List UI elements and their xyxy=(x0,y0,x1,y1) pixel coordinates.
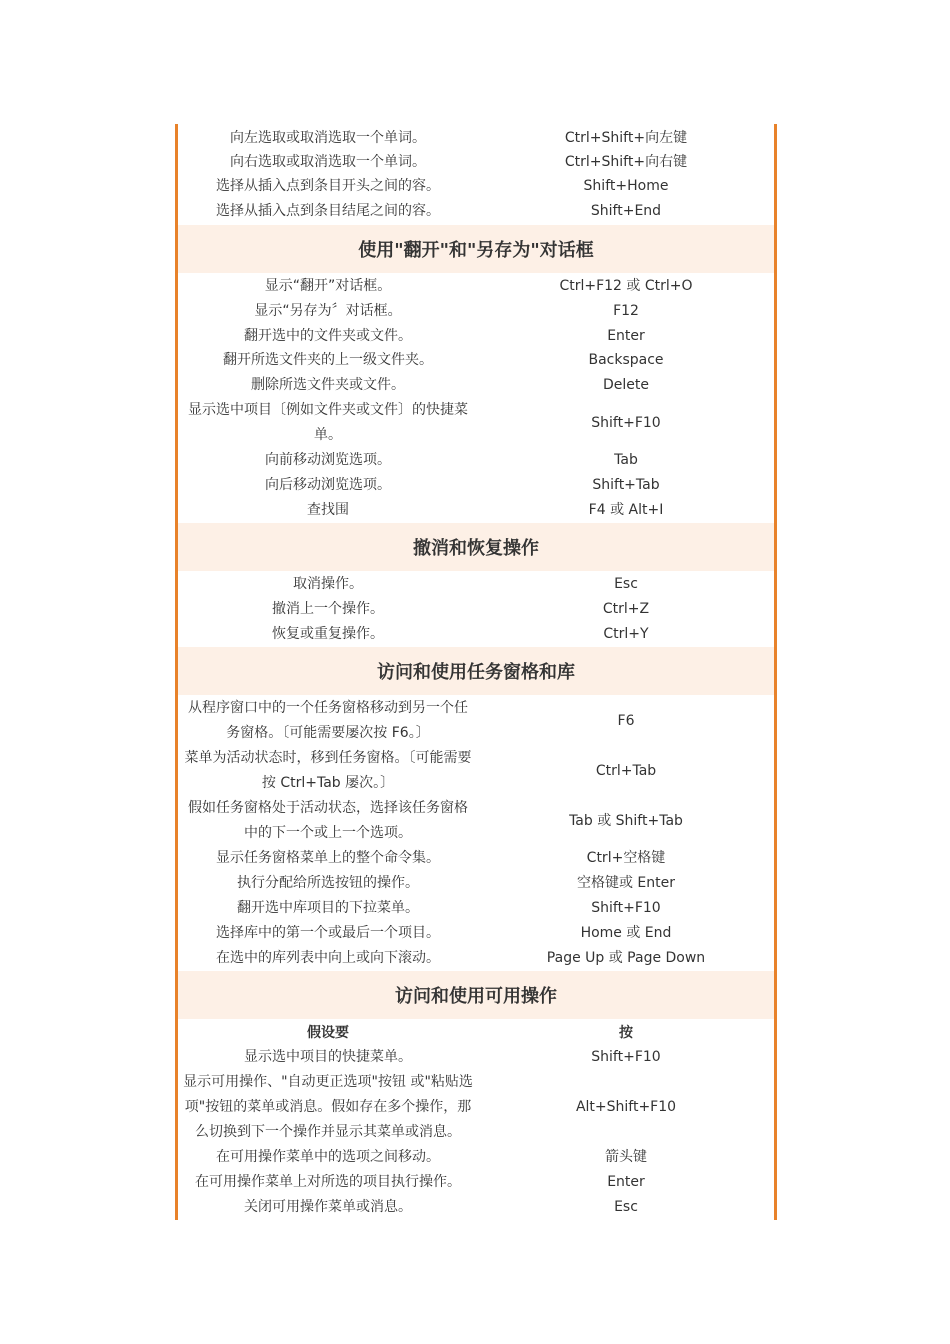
keys-cell: Shift+F10 xyxy=(591,1049,661,1065)
action-cell: 查找围 xyxy=(307,502,349,518)
section-header: 访问和使用可用操作 xyxy=(178,971,774,1019)
action-cell: 向后移动浏览选项。 xyxy=(265,477,391,493)
table-row xyxy=(178,473,774,498)
table-row xyxy=(178,150,774,175)
table-row xyxy=(178,796,774,846)
table-row xyxy=(178,299,774,324)
action-cell: 显示“另存为〞对话框。 xyxy=(254,303,402,319)
keys-cell: Ctrl+空格键 xyxy=(586,850,666,866)
table-row xyxy=(178,1045,774,1070)
action-cell: 删除所选文件夹或文件。 xyxy=(251,377,405,393)
table-row xyxy=(178,199,774,224)
keys-cell: F6 xyxy=(617,712,635,729)
keys-cell: Tab xyxy=(614,452,638,468)
table-row xyxy=(178,622,774,647)
keys-cell: Ctrl+Y xyxy=(603,626,649,642)
action-cell: 从程序窗口中的一个任务窗格移动到另一个任务窗格。〔可能需要屡次按 F6。〕 xyxy=(188,700,468,741)
column-header-action: 假设要 xyxy=(307,1025,349,1041)
table-row xyxy=(178,921,774,946)
keys-cell: Delete xyxy=(603,377,649,393)
action-cell: 显示“翻开”对话框。 xyxy=(264,278,392,294)
keys-cell: Ctrl+Tab xyxy=(595,762,657,779)
table-row xyxy=(178,126,774,151)
table-row xyxy=(178,348,774,373)
action-cell: 向右选取或取消选取一个单词。 xyxy=(230,154,426,170)
table-row xyxy=(178,572,774,597)
keys-cell: Ctrl+Shift+向左键 xyxy=(564,130,688,146)
table-row xyxy=(178,1070,774,1145)
action-cell: 显示任务窗格菜单上的整个命令集。 xyxy=(216,850,440,866)
action-cell: 关闭可用操作菜单或消息。 xyxy=(244,1199,412,1215)
action-cell: 翻开选中库项目的下拉菜单。 xyxy=(237,900,419,916)
action-cell: 选择从插入点到条目结尾之间的容。 xyxy=(216,203,440,219)
column-header-keys: 按 xyxy=(619,1025,633,1041)
keys-cell: Tab 或 Shift+Tab xyxy=(569,812,683,829)
action-cell: 在选中的库列表中向上或向下滚动。 xyxy=(216,950,440,966)
table-row xyxy=(178,324,774,349)
table-row xyxy=(178,398,774,448)
keys-cell: Esc xyxy=(614,576,638,592)
action-cell: 显示选中项目的快捷菜单。 xyxy=(244,1049,412,1065)
shortcut-table xyxy=(175,124,777,1220)
keys-cell: Shift+Tab xyxy=(592,477,660,493)
action-cell: 取消操作。 xyxy=(293,576,363,592)
table-row xyxy=(178,1145,774,1170)
table-row xyxy=(178,448,774,473)
keys-cell: Ctrl+Shift+向右键 xyxy=(564,154,688,170)
action-cell: 在可用操作菜单中的选项之间移动。 xyxy=(216,1149,440,1165)
keys-cell: 箭头键 xyxy=(605,1149,647,1165)
keys-cell: Enter xyxy=(607,1174,645,1190)
keys-cell: Enter xyxy=(607,328,645,344)
table-row xyxy=(178,871,774,896)
action-cell: 假如任务窗格处于活动状态，选择该任务窗格中的下一个或上一个选项。 xyxy=(188,800,468,841)
keys-cell: Ctrl+Z xyxy=(602,601,650,617)
table-row xyxy=(178,1170,774,1195)
table-row xyxy=(178,274,774,299)
keys-cell: Backspace xyxy=(588,352,664,368)
keys-cell: Shift+F10 xyxy=(591,414,661,431)
action-cell: 翻开所选文件夹的上一级文件夹。 xyxy=(223,352,433,368)
table-row xyxy=(178,1195,774,1220)
keys-cell: Shift+End xyxy=(590,203,662,219)
action-cell: 撤消上一个操作。 xyxy=(272,601,384,617)
table-row xyxy=(178,746,774,796)
action-cell: 选择库中的第一个或最后一个项目。 xyxy=(216,925,440,941)
action-cell: 菜单为活动状态时，移到任务窗格。〔可能需要按 Ctrl+Tab 屡次。〕 xyxy=(184,750,472,791)
keys-cell: Ctrl+F12 或 Ctrl+O xyxy=(559,278,693,294)
keys-cell: Shift+F10 xyxy=(591,900,661,916)
action-cell: 翻开选中的文件夹或文件。 xyxy=(244,328,412,344)
keys-cell: Home 或 End xyxy=(580,925,672,941)
action-cell: 执行分配给所选按钮的操作。 xyxy=(237,875,419,891)
section-header: 撤消和恢复操作 xyxy=(178,523,774,571)
column-header-row xyxy=(178,1021,774,1046)
action-cell: 恢复或重复操作。 xyxy=(272,626,384,642)
action-cell: 显示可用操作、"自动更正选项"按钮 或"粘贴选项"按钮的菜单或消息。假如存在多个操作，那么切换到下一个操作并显示其菜单或消息。 xyxy=(183,1074,473,1140)
table-row xyxy=(178,174,774,199)
table-row xyxy=(178,498,774,523)
keys-cell: 空格键或 Enter xyxy=(576,875,676,891)
action-cell: 显示选中项目〔例如文件夹或文件〕的快捷菜单。 xyxy=(188,402,468,443)
keys-cell: Page Up 或 Page Down xyxy=(546,950,706,966)
section-header: 使用"翻开"和"另存为"对话框 xyxy=(178,225,774,273)
action-cell: 向左选取或取消选取一个单词。 xyxy=(230,130,426,146)
action-cell: 向前移动浏览选项。 xyxy=(265,452,391,468)
table-row xyxy=(178,946,774,971)
keys-cell: F4 或 Alt+I xyxy=(588,502,664,518)
keys-cell: F12 xyxy=(613,303,639,319)
table-row xyxy=(178,373,774,398)
keys-cell: Shift+Home xyxy=(583,178,669,194)
section-header: 访问和使用任务窗格和库 xyxy=(178,647,774,695)
action-cell: 在可用操作菜单上对所选的项目执行操作。 xyxy=(195,1174,461,1190)
table-row xyxy=(178,696,774,746)
table-row xyxy=(178,597,774,622)
table-row xyxy=(178,896,774,921)
action-cell: 选择从插入点到条目开头之间的容。 xyxy=(216,178,440,194)
keys-cell: Alt+Shift+F10 xyxy=(575,1099,677,1115)
table-row xyxy=(178,846,774,871)
keys-cell: Esc xyxy=(614,1199,638,1215)
